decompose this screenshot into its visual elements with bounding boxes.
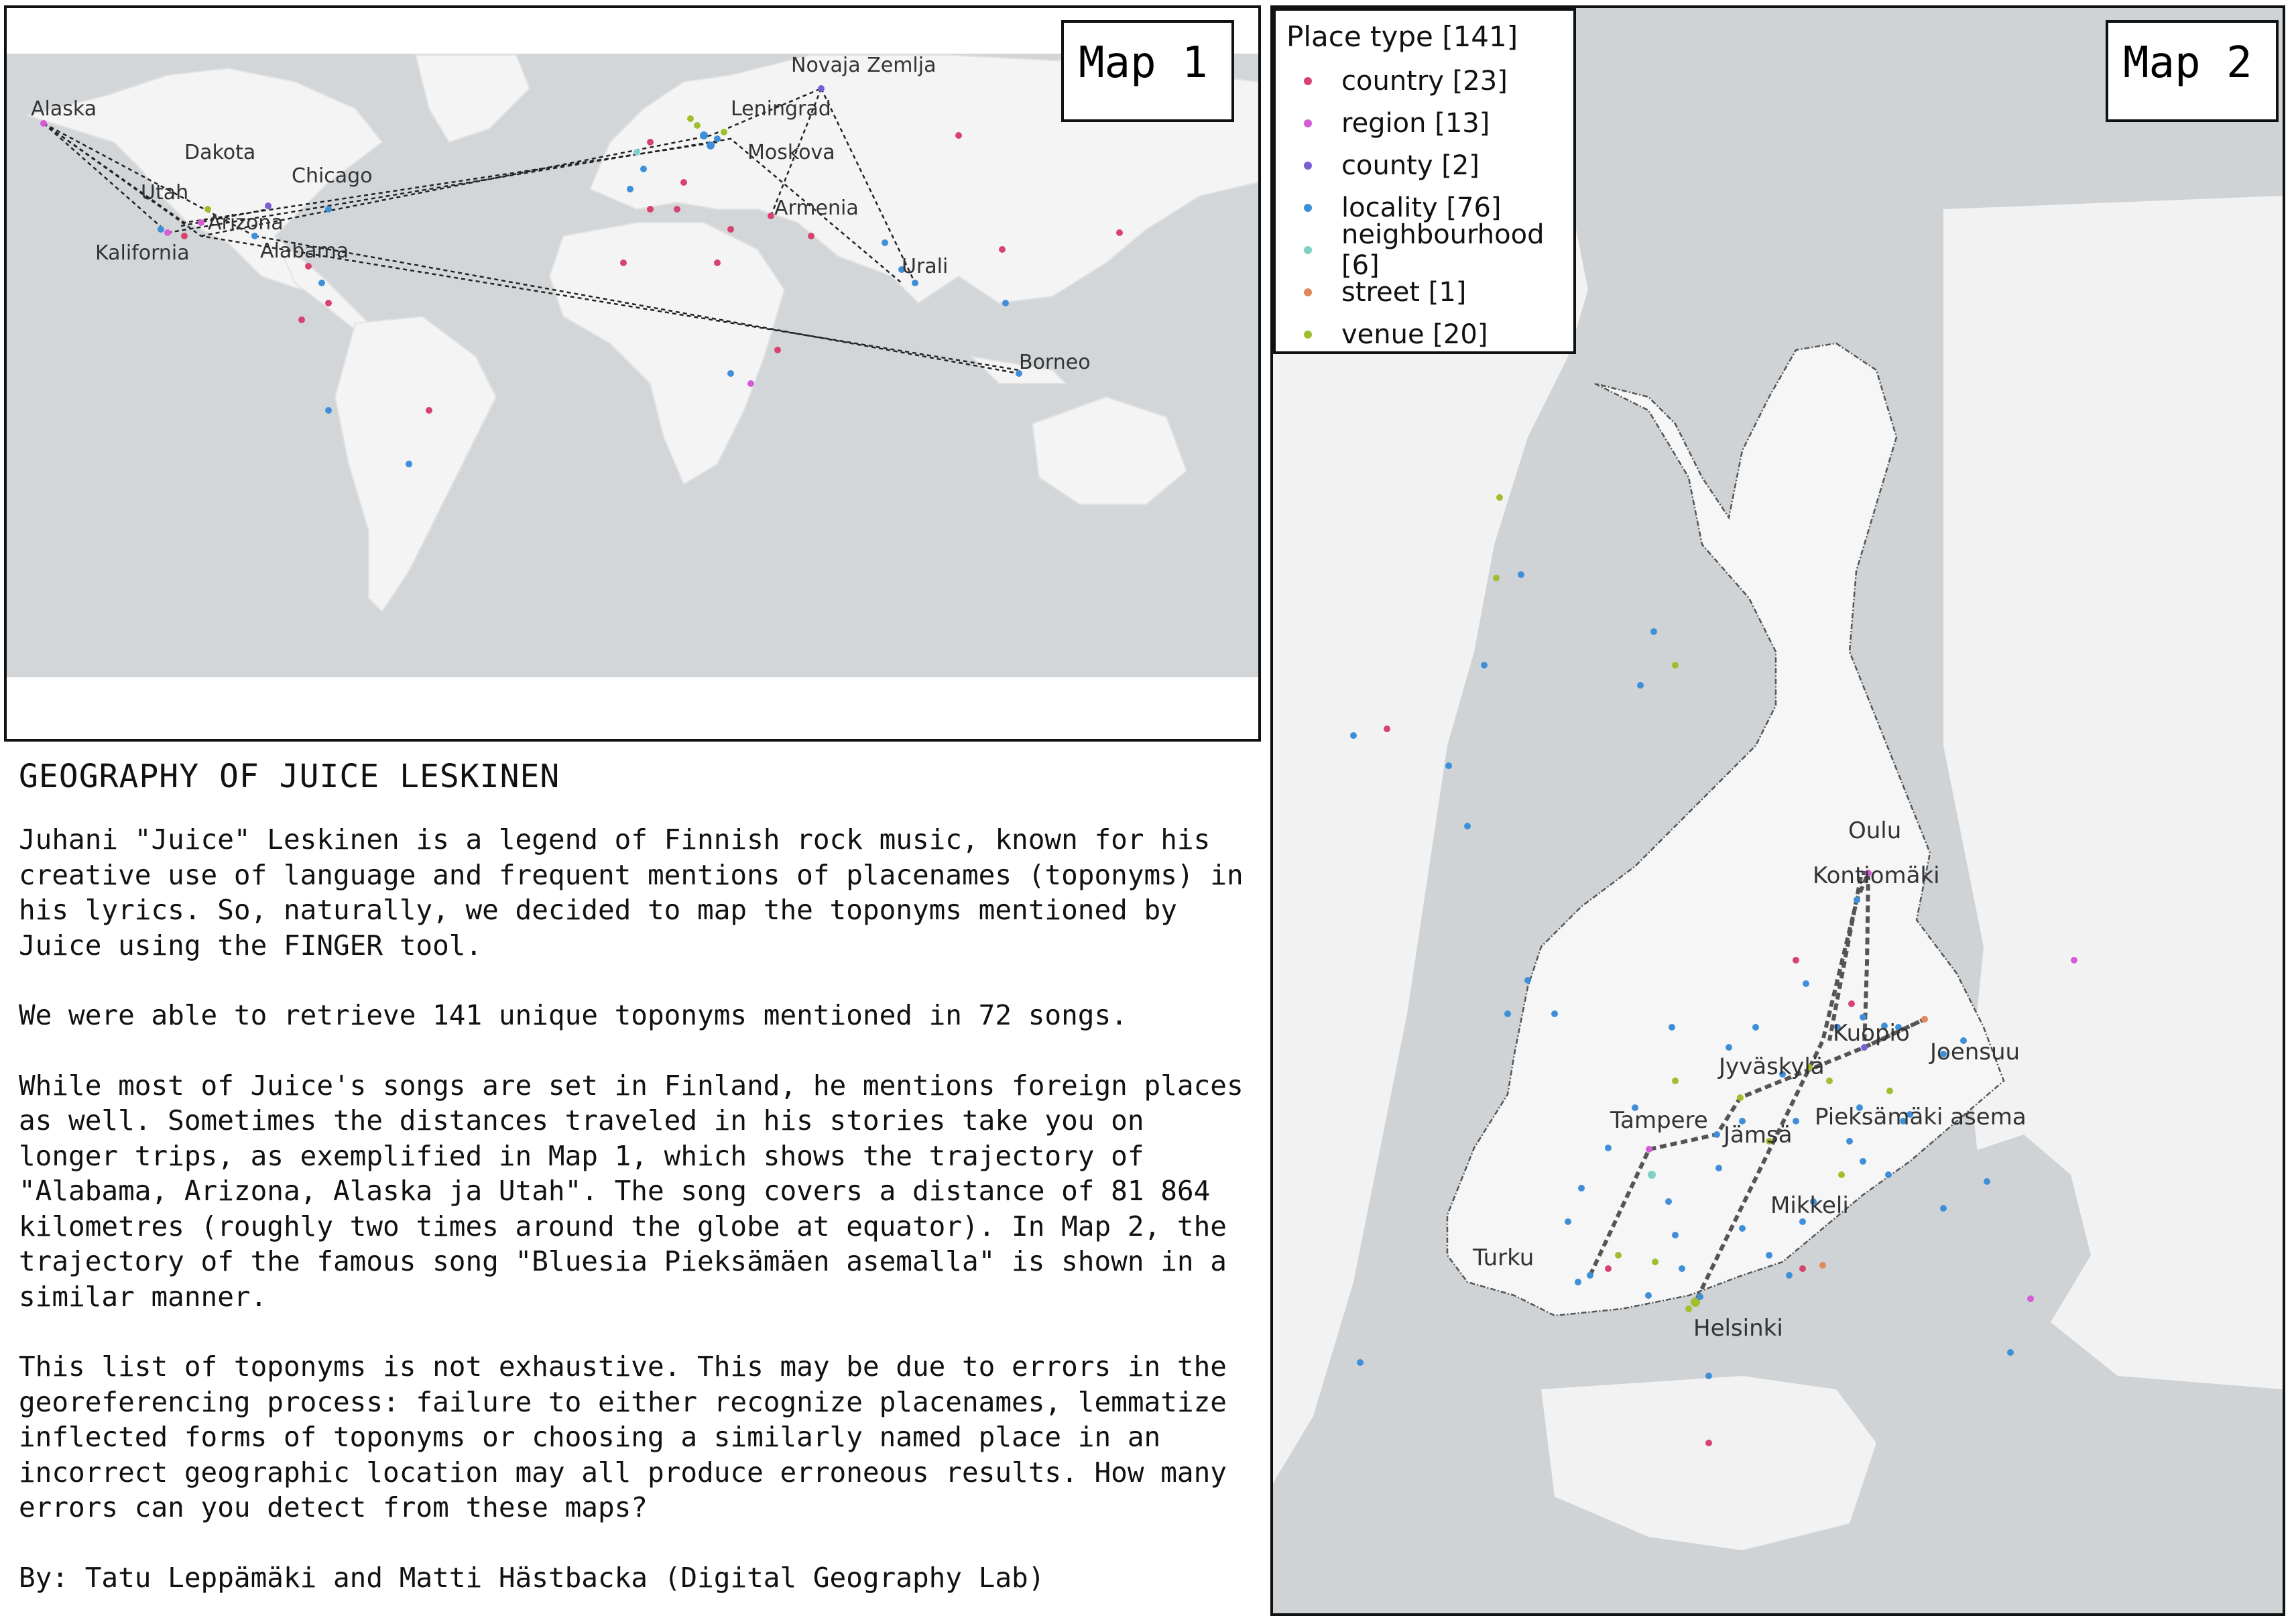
legend-item-venue[interactable]: [1282, 313, 1567, 355]
legend-label: locality [76]: [1341, 192, 1502, 223]
label-leningrad: Leningrad: [731, 97, 831, 121]
map2-panel[interactable]: [1270, 5, 2285, 1616]
legend-dot: [1304, 288, 1312, 296]
legend-label: region [13]: [1341, 107, 1490, 139]
label-arizona: Arizona: [208, 211, 284, 235]
label-pieksamaki-asema: Pieksämäki asema: [1815, 1104, 2027, 1130]
label-mikkeli: Mikkeli: [1770, 1192, 1849, 1219]
paragraph-intro: Juhani "Juice" Leskinen is a legend of Finnish rock music, known for his creative use of language and frequent mentions of placenames (toponyms) in his lyrics. So, naturally, we decided to map the toponyms mentioned by Juice using the FINGER tool.: [19, 823, 1244, 962]
legend-dot: [1304, 162, 1312, 170]
legend-label: street [1]: [1341, 276, 1467, 308]
paragraph-count: We were able to retrieve 141 unique toponyms mentioned in 72 songs.: [19, 999, 1128, 1031]
legend-item-neighbourhood[interactable]: [1282, 219, 1567, 281]
label-oulu: Oulu: [1848, 817, 1902, 844]
description-block: [19, 758, 1259, 1616]
label-tampere: Tampere: [1610, 1107, 1708, 1134]
label-turku: Turku: [1473, 1244, 1534, 1271]
legend-dot: [1304, 204, 1312, 212]
legend-item-county[interactable]: [1282, 144, 1567, 186]
label-armenia: Armenia: [774, 196, 859, 220]
map1-panel[interactable]: [4, 5, 1261, 742]
legend: [1273, 8, 1576, 354]
map2-title: Map 2: [2106, 20, 2279, 122]
legend-dot: [1304, 246, 1312, 254]
label-alabama: Alabama: [260, 239, 349, 263]
label-kontiomaki: Kontiomäki: [1813, 862, 1940, 889]
label-alaska: Alaska: [31, 97, 97, 121]
paragraph-errors: This list of toponyms is not exhaustive. This may be due to errors in the georeferencing process: failure to either recognize placenames, lemmatize inflected forms of toponyms or choosing a similarly named place in an incorrect geographic location may all produce erroneous results. How many errors can you detect from these maps?: [19, 1350, 1227, 1523]
legend-item-country[interactable]: [1282, 60, 1567, 102]
legend-label: country [23]: [1341, 65, 1508, 97]
label-moskova: Moskova: [747, 141, 835, 164]
paragraph-authors: By: Tatu Leppämäki and Matti Hästbacka (Digital Geography Lab): [19, 1561, 1045, 1594]
label-utah: Utah: [141, 181, 189, 205]
label-chicago: Chicago: [292, 164, 373, 188]
legend-dot: [1304, 77, 1312, 85]
label-novaja-zemlja: Novaja Zemlja: [791, 54, 936, 77]
legend-item-region[interactable]: [1282, 102, 1567, 144]
paragraph-trajectory: While most of Juice's songs are set in Finland, he mentions foreign places as well. Sometimes the distances traveled in his stories take you on longer trips, as exemplified in Map 1, which shows the trajectory of "Alabama, Arizona, Alaska ja Utah". The song covers a distance of 81 864 kilometres (roughly two times around the globe at equator). In Map 2, the trajectory of the famous song "Bluesia Pieksämäen asemalla" is shown in a similar manner.: [19, 1069, 1244, 1313]
legend-dot: [1304, 331, 1312, 339]
label-kalifornia: Kalifornia: [95, 241, 190, 265]
label-jamsa: Jämsä: [1724, 1122, 1793, 1149]
label-helsinki: Helsinki: [1693, 1315, 1783, 1342]
label-dakota: Dakota: [184, 141, 256, 164]
label-borneo: Borneo: [1019, 351, 1091, 374]
map1-title: Map 1: [1061, 20, 1234, 122]
label-kuopio: Kuopio: [1833, 1020, 1910, 1047]
label-joensuu: Joensuu: [1930, 1039, 2020, 1065]
article-title: GEOGRAPHY OF JUICE LESKINEN: [19, 758, 560, 795]
legend-label: county [2]: [1341, 150, 1479, 181]
legend-dot: [1304, 119, 1312, 127]
label-jyvaskyla: Jyväskylä: [1719, 1053, 1825, 1080]
label-urali: Urali: [902, 255, 949, 278]
legend-label: neighbourhood [6]: [1341, 219, 1545, 281]
legend-label: venue [20]: [1341, 318, 1488, 350]
legend-title: Place type [141]: [1286, 20, 1518, 53]
